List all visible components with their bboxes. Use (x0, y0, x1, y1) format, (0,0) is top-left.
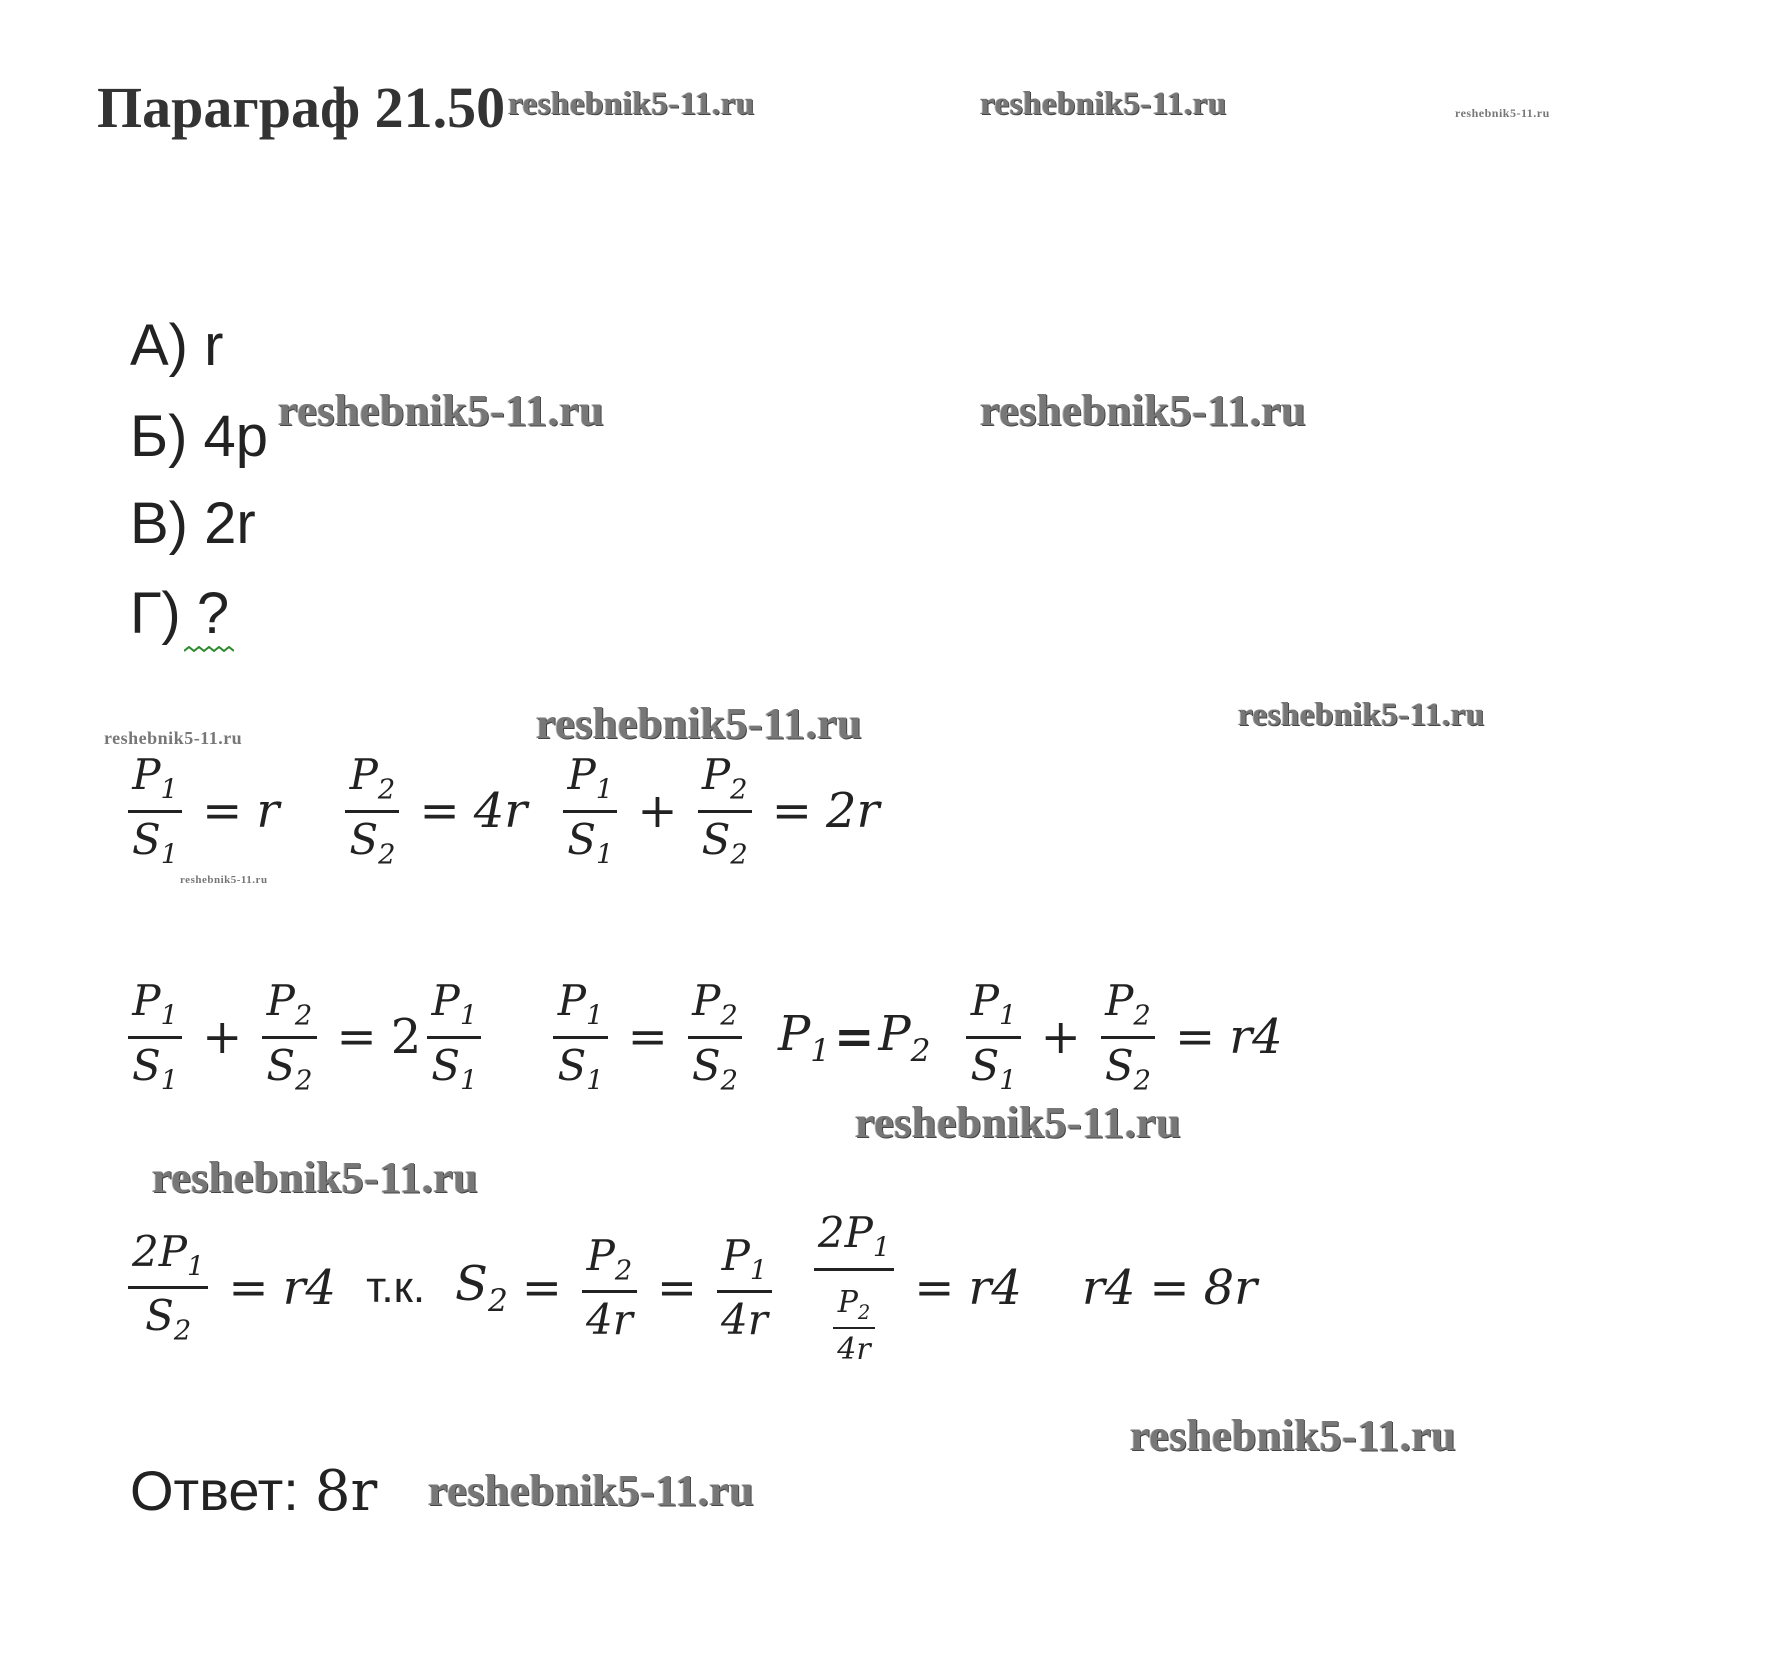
fraction: $\frac{P_1}{S_1}$ (563, 752, 617, 870)
option-a: А) r (130, 313, 224, 378)
fraction: $\frac{P_2}{S_2}$ (1101, 978, 1155, 1096)
fraction: $\frac{P_2}{S_2}$ (698, 752, 752, 870)
watermark: reshebnik5-11.ru (180, 874, 268, 886)
page-title: Параграф 21.50 (97, 75, 506, 140)
watermark: reshebnik5-11.ru (428, 1466, 755, 1515)
option-c: В) 2r (130, 491, 256, 556)
answer-label: Ответ: (130, 1459, 299, 1522)
option-b: Б) 4p (130, 404, 269, 469)
answer (130, 1458, 377, 1524)
fraction: $\frac{P_2}{S_2}$ (345, 752, 399, 870)
watermark: reshebnik5-11.ru (278, 386, 605, 435)
fraction: $\frac{P_2}{S_2}$ (688, 978, 742, 1096)
watermark: reshebnik5-11.ru (104, 728, 243, 748)
fraction: $\frac{P_1}{4r}$ (717, 1233, 772, 1344)
watermark: reshebnik5-11.ru (152, 1153, 479, 1202)
fraction: $\frac{P_1}{S_1}$ (128, 752, 182, 870)
option-d: Г) ? (130, 581, 230, 646)
fraction: $\frac{P_2}{4r}$ (582, 1233, 637, 1344)
watermark: reshebnik5-11.ru (1130, 1411, 1457, 1460)
fraction: $\frac{P_2}{4r}$ (833, 1286, 874, 1366)
fraction: $\frac{P_1}{S_1}$ (966, 978, 1020, 1096)
equation-row-1: $\frac{P_1}{S_1}$ = r $\frac{P_2}{S_2}$ = 4r $\frac{P_1}{S_1}$ + $\frac{P_2}{S_2}$ = 2r (122, 752, 879, 870)
watermark: reshebnik5-11.ru (1238, 697, 1485, 733)
watermark: reshebnik5-11.ru (855, 1098, 1182, 1147)
fraction: $\frac{P_1}{S_1}$ (553, 978, 607, 1096)
equation-row-2: $\frac{P_1}{S_1}$ + $\frac{P_2}{S_2}$ = 2 $\frac{P_1}{S_1}$ $\frac{P_1}{S_1}$ = $\frac{P_2}{S_2}$ $P_1$ = $P_2$ $\frac{P_1}{S_1}$ + $\frac{P_2}{S_2}$ = r4 (122, 978, 1283, 1096)
watermark: reshebnik5-11.ru (508, 86, 755, 122)
fraction: $\frac{P_1}{S_1}$ (427, 978, 481, 1096)
equation-row-3: $\frac{2P_1}{S_2}$ = r4 т.к. $S_2$ = $\frac{P_2}{4r}$ = $\frac{P_1}{4r}$ $\frac{2P_1}{\frac{P_2}{4r}}$ = r4 r4 = 8r (122, 1210, 1257, 1366)
compound-fraction: $\frac{2P_1}{\frac{P_2}{4r}}$ (814, 1210, 894, 1366)
answer-value: 8r (314, 1459, 378, 1524)
spellcheck-squiggle (184, 646, 234, 656)
fraction: $\frac{2P_1}{S_2}$ (128, 1229, 208, 1347)
watermark: reshebnik5-11.ru (980, 86, 1227, 122)
watermark: reshebnik5-11.ru (980, 386, 1307, 435)
fraction: $\frac{P_2}{S_2}$ (262, 978, 316, 1096)
watermark: reshebnik5-11.ru (1455, 106, 1550, 120)
watermark: reshebnik5-11.ru (536, 699, 863, 748)
fraction: $\frac{P_1}{S_1}$ (128, 978, 182, 1096)
